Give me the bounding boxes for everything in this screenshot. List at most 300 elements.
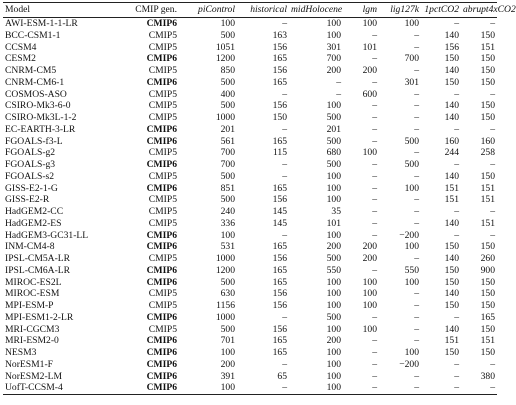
table-row [3, 359, 497, 371]
cell-midholocene: 100 [326, 100, 341, 112]
table-row [3, 100, 497, 112]
cell-lgm: 200 [362, 241, 377, 253]
cell-lgm: – [372, 382, 377, 394]
cell-1pctco2: – [454, 311, 459, 323]
table-row [3, 42, 497, 54]
cell-lig127k: – [414, 382, 419, 394]
cell-midholocene: 100 [326, 347, 341, 358]
cell-1pctco2: – [454, 88, 459, 100]
cell-picontrol: 100 [220, 229, 235, 241]
cell-picontrol: 100 [220, 347, 235, 358]
table-row [3, 230, 497, 242]
cell-midholocene: 500 [326, 112, 341, 123]
header-picontrol: piControl [198, 4, 235, 15]
cell-cmip-gen: CMIP6 [146, 241, 177, 253]
cell-model: COSMOS-ASO [5, 88, 67, 100]
cell-model: CNRM-CM6-1 [5, 76, 65, 88]
cell-historical: 165 [272, 264, 287, 276]
cell-lgm: – [372, 335, 377, 347]
table-row [3, 312, 497, 324]
cell-1pctco2: 140 [444, 217, 459, 229]
cell-abrupt4xco2: 150 [480, 53, 495, 65]
table-row [3, 171, 497, 183]
cell-lig127k: – [414, 311, 419, 323]
cell-cmip-gen: CMIP5 [148, 217, 177, 229]
cell-picontrol: 500 [220, 170, 235, 182]
cell-picontrol: 100 [220, 382, 235, 394]
cell-abrupt4xco2: – [490, 229, 495, 241]
cell-picontrol: 700 [220, 147, 235, 159]
cell-lig127k: 100 [404, 18, 419, 29]
cell-abrupt4xco2: 150 [480, 76, 495, 88]
cell-cmip-gen: CMIP5 [148, 100, 177, 112]
cell-model: GISS-E2-R [5, 194, 50, 206]
cell-picontrol: 1200 [215, 53, 235, 65]
cell-lgm: – [372, 53, 377, 65]
cell-midholocene: 700 [326, 53, 341, 65]
cell-abrupt4xco2: 150 [480, 276, 495, 288]
cell-picontrol: 1156 [216, 300, 235, 311]
cell-1pctco2: 150 [444, 241, 459, 253]
cell-lig127k: 550 [404, 264, 419, 276]
cell-cmip-gen: CMIP5 [148, 170, 177, 182]
cell-lgm: – [372, 123, 377, 135]
cell-lgm: 200 [362, 65, 377, 76]
cell-midholocene: 500 [326, 159, 341, 170]
cell-historical: – [282, 358, 287, 370]
cell-1pctco2: 160 [444, 135, 459, 147]
cell-midholocene: 100 [326, 370, 341, 382]
cell-cmip-gen: CMIP6 [146, 53, 177, 65]
table-row [3, 347, 497, 359]
cell-1pctco2: 140 [444, 170, 459, 182]
cell-historical: 165 [272, 276, 287, 288]
header-1pctco2: 1pctCO2 [424, 4, 459, 15]
cell-historical: – [282, 311, 287, 323]
table-row [3, 77, 497, 89]
cell-1pctco2: – [454, 206, 459, 217]
cell-historical: 115 [272, 147, 287, 159]
cell-lgm: – [372, 182, 377, 194]
cell-cmip-gen: CMIP6 [146, 182, 177, 194]
cell-historical: 156 [272, 300, 287, 311]
cell-historical: 165 [272, 241, 287, 253]
cell-midholocene: 100 [326, 182, 341, 194]
cell-abrupt4xco2: 150 [480, 112, 495, 123]
cell-lgm: – [372, 347, 377, 358]
table-row [3, 371, 497, 383]
cell-midholocene: 550 [326, 264, 341, 276]
cell-cmip-gen: CMIP6 [146, 347, 177, 358]
cell-picontrol: 1200 [215, 264, 235, 276]
cell-cmip-gen: CMIP6 [146, 229, 177, 241]
cell-midholocene: 100 [326, 382, 341, 394]
cell-historical: 156 [272, 194, 287, 206]
cell-historical: 145 [272, 217, 287, 229]
cell-picontrol: 500 [220, 29, 235, 41]
cell-lgm: – [372, 76, 377, 88]
cell-cmip-gen: CMIP6 [146, 264, 177, 276]
cell-midholocene: 100 [326, 229, 341, 241]
cell-model: MRI-ESM2-0 [5, 335, 59, 347]
cell-midholocene: 680 [326, 147, 341, 159]
cell-cmip-gen: CMIP6 [146, 335, 177, 347]
cell-1pctco2: – [454, 159, 459, 170]
cell-historical: 165 [272, 182, 287, 194]
cell-cmip-gen: CMIP5 [148, 112, 177, 123]
cell-lig127k: 500 [404, 159, 419, 170]
cell-model: INM-CM4-8 [5, 241, 55, 253]
cell-historical: – [282, 170, 287, 182]
cell-midholocene: 201 [326, 123, 341, 135]
cell-lig127k: 100 [404, 241, 419, 253]
cell-lig127k: 700 [404, 53, 419, 65]
cell-abrupt4xco2: 151 [480, 217, 495, 229]
cell-cmip-gen: CMIP5 [148, 88, 177, 100]
cell-historical: 165 [272, 347, 287, 358]
cell-cmip-gen: CMIP6 [146, 76, 177, 88]
cell-lgm: – [372, 217, 377, 229]
cell-midholocene: 200 [326, 241, 341, 253]
cell-abrupt4xco2: 151 [480, 182, 495, 194]
cell-abrupt4xco2: 151 [480, 335, 495, 347]
header-abrupt4xco2: abrupt4xCO2 [463, 4, 516, 15]
header-historical: historical [250, 4, 287, 15]
cell-picontrol: 851 [220, 182, 235, 194]
cell-abrupt4xco2: 160 [480, 135, 495, 147]
table-row [3, 382, 497, 394]
cell-lig127k: – [414, 123, 419, 135]
table-row [3, 65, 497, 77]
cell-1pctco2: – [454, 370, 459, 382]
cell-lig127k: – [414, 88, 419, 100]
table-row [3, 136, 497, 148]
cell-picontrol: 700 [220, 159, 235, 170]
cell-model: MIROC-ESM [5, 288, 60, 300]
cell-picontrol: 500 [220, 76, 235, 88]
model-table-container [3, 2, 516, 395]
cell-lig127k: 500 [404, 135, 419, 147]
cell-model: NorESM1-F [5, 358, 53, 370]
cell-picontrol: 531 [220, 241, 235, 253]
table-row [3, 335, 497, 347]
cell-cmip-gen: CMIP5 [148, 194, 177, 206]
cell-historical: 165 [272, 135, 287, 147]
cell-lgm: 100 [362, 323, 377, 335]
cell-picontrol: 500 [220, 323, 235, 335]
cell-abrupt4xco2: – [490, 18, 495, 29]
cell-cmip-gen: CMIP5 [148, 253, 177, 264]
cell-historical: – [282, 88, 287, 100]
model-simulation-table [3, 2, 516, 395]
cell-lgm: 100 [362, 18, 377, 29]
cell-cmip-gen: CMIP6 [146, 276, 177, 288]
cell-model: EC-EARTH-3-LR [5, 123, 76, 135]
cell-model: MRI-CGCM3 [5, 323, 60, 335]
cell-1pctco2: 140 [444, 65, 459, 76]
cell-lig127k: 100 [404, 182, 419, 194]
cell-cmip-gen: CMIP5 [148, 300, 177, 311]
cell-midholocene: 100 [326, 276, 341, 288]
cell-lig127k: 100 [404, 276, 419, 288]
cell-midholocene: 500 [326, 135, 341, 147]
cell-lgm: 600 [362, 88, 377, 100]
cell-picontrol: 336 [220, 217, 235, 229]
cell-historical: 156 [272, 41, 287, 53]
cell-historical: – [282, 18, 287, 29]
cell-midholocene: 500 [326, 253, 341, 264]
cell-abrupt4xco2: 150 [480, 100, 495, 112]
cell-lig127k: – [414, 170, 419, 182]
table-row [3, 206, 497, 218]
cell-lig127k: 301 [404, 76, 419, 88]
cell-picontrol: 201 [220, 123, 235, 135]
cell-midholocene: 100 [326, 170, 341, 182]
cell-lig127k: – [414, 370, 419, 382]
cell-historical: 65 [277, 370, 287, 382]
cell-1pctco2: 156 [444, 41, 459, 53]
cell-picontrol: 701 [220, 335, 235, 347]
cell-1pctco2: 150 [444, 300, 459, 311]
cell-picontrol: 391 [220, 370, 235, 382]
table-row [3, 218, 497, 230]
cell-1pctco2: 151 [444, 194, 459, 206]
cell-1pctco2: – [454, 123, 459, 135]
cell-lgm: – [372, 206, 377, 217]
cell-1pctco2: 140 [444, 288, 459, 300]
cell-historical: 156 [272, 323, 287, 335]
cell-midholocene: 100 [326, 194, 341, 206]
cell-model: CESM2 [5, 53, 36, 65]
cell-lig127k: – [414, 112, 419, 123]
cell-lig127k: −200 [399, 229, 419, 241]
cell-picontrol: 200 [220, 358, 235, 370]
cell-historical: – [282, 229, 287, 241]
cell-picontrol: 500 [220, 194, 235, 206]
cell-model: FGOALS-g3 [5, 159, 56, 170]
header-lig127k: lig127k [390, 4, 419, 15]
cell-lgm: – [372, 112, 377, 123]
cell-picontrol: 561 [220, 135, 235, 147]
table-row [3, 89, 497, 101]
cell-lig127k: – [414, 29, 419, 41]
cell-cmip-gen: CMIP5 [148, 41, 177, 53]
table-row [3, 112, 497, 124]
cell-lig127k: −200 [399, 358, 419, 370]
cell-historical: 165 [272, 76, 287, 88]
cell-abrupt4xco2: 150 [480, 170, 495, 182]
cell-lig127k: – [414, 147, 419, 159]
cell-1pctco2: 140 [444, 112, 459, 123]
table-body [3, 18, 497, 395]
cell-1pctco2: 244 [444, 147, 459, 159]
table-row [3, 241, 497, 253]
cell-lgm: – [372, 170, 377, 182]
cell-model: MPI-ESM1-2-LR [5, 311, 74, 323]
table-row [3, 30, 497, 42]
table-row [3, 53, 497, 65]
cell-lgm: 200 [362, 253, 377, 264]
cell-midholocene: 200 [326, 335, 341, 347]
cell-lgm: – [372, 100, 377, 112]
cell-lig127k: – [414, 253, 419, 264]
cell-cmip-gen: CMIP5 [148, 147, 177, 159]
cell-lgm: – [372, 29, 377, 41]
cell-historical: 156 [272, 100, 287, 112]
cell-model: FGOALS-g2 [5, 147, 56, 159]
cell-cmip-gen: CMIP6 [146, 123, 177, 135]
cell-lgm: 100 [362, 288, 377, 300]
cell-midholocene: 101 [326, 217, 341, 229]
cell-model: CSIRO-Mk3-6-0 [5, 100, 71, 112]
cell-historical: 156 [272, 288, 287, 300]
cell-abrupt4xco2: 150 [480, 241, 495, 253]
cell-model: GISS-E2-1-G [5, 182, 58, 194]
cell-lgm: 100 [362, 276, 377, 288]
cell-picontrol: 500 [220, 100, 235, 112]
cell-1pctco2: 150 [444, 347, 459, 358]
cell-1pctco2: 140 [444, 100, 459, 112]
table-row [3, 194, 497, 206]
cell-abrupt4xco2: 151 [480, 194, 495, 206]
cell-historical: 163 [272, 29, 287, 41]
cell-abrupt4xco2: 380 [480, 370, 495, 382]
cell-lgm: 100 [362, 147, 377, 159]
cell-model: AWI-ESM-1-1-LR [5, 18, 78, 29]
table-row [3, 124, 497, 136]
cell-picontrol: 1000 [215, 253, 235, 264]
cell-picontrol: 1000 [215, 311, 235, 323]
cell-1pctco2: – [454, 18, 459, 29]
cell-model: UofT-CCSM-4 [5, 382, 63, 394]
cell-cmip-gen: CMIP5 [148, 206, 177, 217]
cell-cmip-gen: CMIP6 [146, 18, 177, 29]
cell-midholocene: – [336, 76, 341, 88]
cell-historical: – [282, 382, 287, 394]
cell-picontrol: 240 [220, 206, 235, 217]
cell-picontrol: 850 [220, 65, 235, 76]
cell-1pctco2: 151 [444, 335, 459, 347]
cell-midholocene: 100 [326, 18, 341, 29]
cell-lgm: 100 [362, 300, 377, 311]
cell-lgm: – [372, 311, 377, 323]
cell-historical: 156 [272, 65, 287, 76]
cell-picontrol: 630 [220, 288, 235, 300]
cell-1pctco2: 151 [444, 182, 459, 194]
cell-lgm: – [372, 194, 377, 206]
cell-lig127k: – [414, 217, 419, 229]
cell-1pctco2: 140 [444, 323, 459, 335]
cell-model: MPI-ESM-P [5, 300, 54, 311]
cell-1pctco2: 150 [444, 276, 459, 288]
cell-abrupt4xco2: – [490, 358, 495, 370]
header-midholocene: midHolocene [291, 4, 343, 15]
cell-abrupt4xco2: 151 [480, 41, 495, 53]
cell-model: FGOALS-f3-L [5, 135, 63, 147]
cell-lgm: 101 [362, 41, 377, 53]
cell-1pctco2: 150 [444, 76, 459, 88]
cell-model: IPSL-CM5A-LR [5, 253, 71, 264]
cell-abrupt4xco2: 150 [480, 288, 495, 300]
cell-cmip-gen: CMIP6 [146, 382, 177, 394]
cell-model: NESM3 [5, 347, 37, 358]
table-row [3, 253, 497, 265]
cell-model: HadGEM2-ES [5, 217, 62, 229]
cell-model: FGOALS-s2 [5, 170, 55, 182]
cell-historical: 165 [272, 53, 287, 65]
cell-1pctco2: 140 [444, 29, 459, 41]
cell-midholocene: – [336, 88, 341, 100]
cell-abrupt4xco2: 150 [480, 300, 495, 311]
cell-1pctco2: – [454, 358, 459, 370]
table-header-row [3, 3, 497, 18]
cell-midholocene: 200 [326, 65, 341, 76]
cell-lgm: – [372, 159, 377, 170]
cell-abrupt4xco2: – [490, 88, 495, 100]
cell-cmip-gen: CMIP5 [148, 323, 177, 335]
cell-cmip-gen: CMIP5 [148, 29, 177, 41]
cell-lgm: – [372, 370, 377, 382]
cell-midholocene: 100 [326, 323, 341, 335]
cell-model: IPSL-CM6A-LR [5, 264, 71, 276]
cell-historical: 165 [272, 335, 287, 347]
cell-abrupt4xco2: 150 [480, 323, 495, 335]
cell-abrupt4xco2: 150 [480, 65, 495, 76]
cell-abrupt4xco2: 260 [480, 253, 495, 264]
cell-cmip-gen: CMIP6 [146, 159, 177, 170]
cell-lig127k: – [414, 288, 419, 300]
table-row [3, 288, 497, 300]
cell-lgm: – [372, 264, 377, 276]
table-row [3, 183, 497, 195]
cell-abrupt4xco2: 258 [480, 147, 495, 159]
cell-midholocene: 100 [326, 288, 341, 300]
cell-cmip-gen: CMIP6 [146, 358, 177, 370]
cell-cmip-gen: CMIP5 [148, 288, 177, 300]
header-cmip-gen: CMIP gen. [135, 4, 177, 15]
cell-historical: 145 [272, 206, 287, 217]
cell-lig127k: – [414, 65, 419, 76]
cell-historical: 156 [272, 253, 287, 264]
cell-lgm: – [372, 358, 377, 370]
table-row [3, 324, 497, 336]
cell-midholocene: 100 [326, 300, 341, 311]
table-row [3, 265, 497, 277]
cell-midholocene: 100 [326, 358, 341, 370]
cell-abrupt4xco2: 165 [480, 311, 495, 323]
cell-model: CCSM4 [5, 41, 37, 53]
cell-model: CSIRO-Mk3L-1-2 [5, 112, 77, 123]
cell-midholocene: 100 [326, 29, 341, 41]
cell-lig127k: – [414, 323, 419, 335]
cell-cmip-gen: CMIP6 [146, 370, 177, 382]
cell-historical: 150 [272, 112, 287, 123]
table-row [3, 277, 497, 289]
cell-picontrol: 1051 [215, 41, 235, 53]
cell-abrupt4xco2: – [490, 382, 495, 394]
cell-cmip-gen: CMIP6 [146, 311, 177, 323]
cell-model: CNRM-CM5 [5, 65, 57, 76]
cell-1pctco2: – [454, 382, 459, 394]
cell-lgm: – [372, 135, 377, 147]
cell-picontrol: 400 [220, 88, 235, 100]
cell-abrupt4xco2: 150 [480, 347, 495, 358]
cell-abrupt4xco2: – [490, 159, 495, 170]
cell-cmip-gen: CMIP5 [148, 65, 177, 76]
cell-model: NorESM2-LM [5, 370, 63, 382]
cell-model: HadGEM2-CC [5, 206, 64, 217]
cell-lig127k: – [414, 206, 419, 217]
